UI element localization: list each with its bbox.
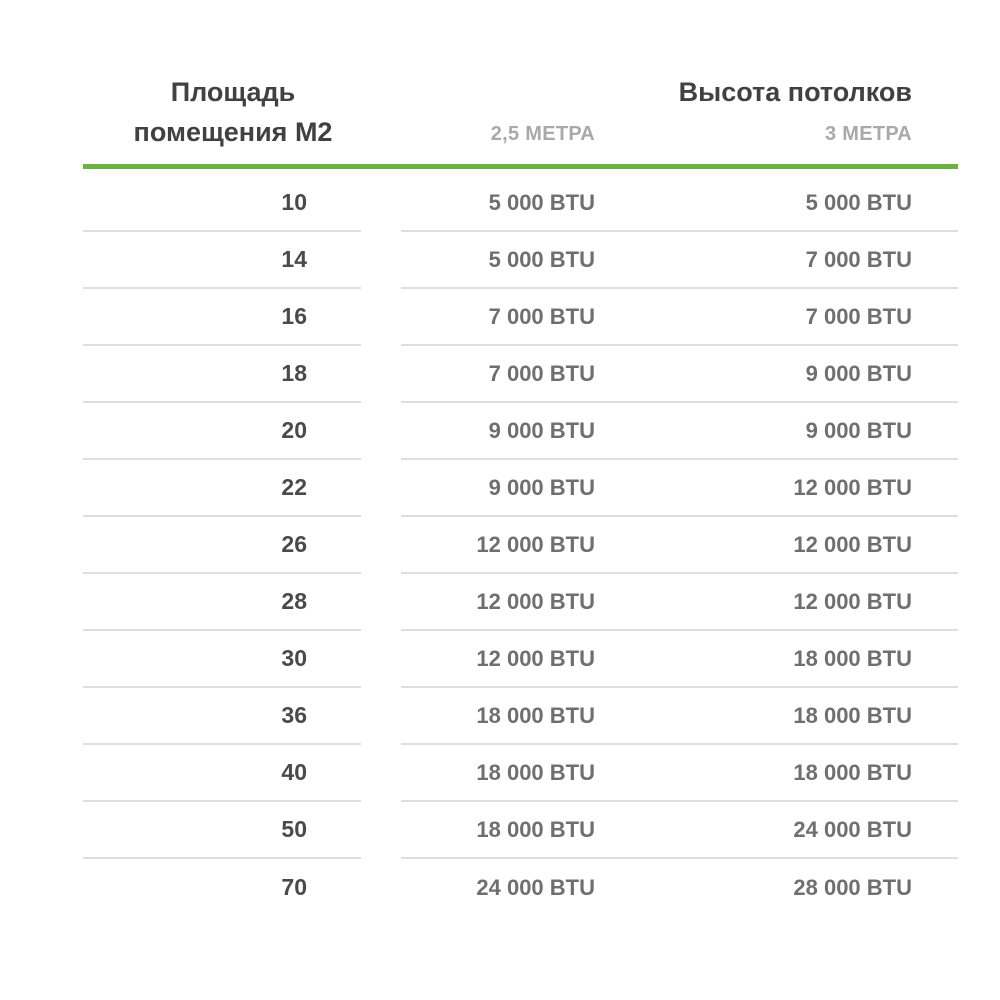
btu-group bbox=[401, 802, 958, 859]
btu-2-5m-cell: 18 000 BTU bbox=[476, 759, 595, 785]
table-row bbox=[83, 859, 958, 916]
table-header bbox=[83, 60, 958, 152]
table-row bbox=[83, 460, 958, 517]
btu-2-5m-cell: 12 000 BTU bbox=[476, 588, 595, 614]
row-column-gap bbox=[361, 574, 401, 631]
table-row bbox=[83, 688, 958, 745]
btu-group bbox=[401, 460, 958, 517]
area-cell: 26 bbox=[83, 517, 361, 574]
btu-3m-cell: 12 000 BTU bbox=[793, 531, 912, 557]
btu-2-5m-cell: 24 000 BTU bbox=[476, 874, 595, 900]
btu-group bbox=[401, 688, 958, 745]
btu-3m-cell: 18 000 BTU bbox=[793, 645, 912, 671]
btu-group bbox=[401, 859, 958, 916]
btu-2-5m-cell: 18 000 BTU bbox=[476, 816, 595, 842]
btu-group bbox=[401, 289, 958, 346]
btu-3m-cell: 9 000 BTU bbox=[805, 360, 912, 386]
table-row bbox=[83, 232, 958, 289]
area-header-line1: Площадь bbox=[170, 77, 296, 107]
btu-2-5m-cell: 9 000 BTU bbox=[488, 417, 595, 443]
row-column-gap bbox=[361, 175, 401, 232]
btu-3m-cell: 7 000 BTU bbox=[805, 246, 912, 272]
btu-3m-cell: 18 000 BTU bbox=[793, 759, 912, 785]
btu-3m-cell: 18 000 BTU bbox=[793, 702, 912, 728]
row-column-gap bbox=[361, 232, 401, 289]
row-column-gap bbox=[361, 403, 401, 460]
btu-2-5m-cell: 5 000 BTU bbox=[488, 189, 595, 215]
green-divider-rule bbox=[83, 164, 958, 169]
row-column-gap bbox=[361, 289, 401, 346]
area-cell: 50 bbox=[83, 802, 361, 859]
btu-2-5m-cell: 7 000 BTU bbox=[488, 360, 595, 386]
area-cell: 20 bbox=[83, 403, 361, 460]
row-column-gap bbox=[361, 460, 401, 517]
btu-3m-cell: 5 000 BTU bbox=[805, 189, 912, 215]
btu-2-5m-cell: 7 000 BTU bbox=[488, 303, 595, 329]
row-column-gap bbox=[361, 859, 401, 916]
btu-2-5m-cell: 12 000 BTU bbox=[476, 531, 595, 557]
table-row bbox=[83, 175, 958, 232]
table-row bbox=[83, 802, 958, 859]
btu-group bbox=[401, 517, 958, 574]
btu-2-5m-cell: 18 000 BTU bbox=[476, 702, 595, 728]
table-body bbox=[83, 175, 958, 916]
row-column-gap bbox=[361, 802, 401, 859]
area-header-line2: помещения М2 bbox=[133, 117, 333, 147]
ceiling-height-group-title: Высота потолков bbox=[678, 77, 912, 107]
btu-conversion-table bbox=[83, 60, 958, 916]
btu-group bbox=[401, 574, 958, 631]
btu-3m-cell: 12 000 BTU bbox=[793, 588, 912, 614]
row-column-gap bbox=[361, 517, 401, 574]
btu-2-5m-cell: 12 000 BTU bbox=[476, 645, 595, 671]
btu-group bbox=[401, 745, 958, 802]
table-row bbox=[83, 517, 958, 574]
area-cell: 36 bbox=[83, 688, 361, 745]
btu-3m-cell: 9 000 BTU bbox=[805, 417, 912, 443]
area-cell: 40 bbox=[83, 745, 361, 802]
btu-2-5m-cell: 5 000 BTU bbox=[488, 246, 595, 272]
ceiling-height-header-group bbox=[401, 60, 958, 146]
btu-group bbox=[401, 631, 958, 688]
btu-3m-cell: 28 000 BTU bbox=[793, 874, 912, 900]
row-column-gap bbox=[361, 631, 401, 688]
area-cell: 18 bbox=[83, 346, 361, 403]
subheader-row bbox=[401, 123, 958, 146]
row-column-gap bbox=[361, 745, 401, 802]
row-column-gap bbox=[361, 688, 401, 745]
area-cell: 70 bbox=[281, 874, 307, 900]
table-row bbox=[83, 631, 958, 688]
btu-3m-cell: 12 000 BTU bbox=[793, 474, 912, 500]
area-cell: 28 bbox=[83, 574, 361, 631]
table-row bbox=[83, 403, 958, 460]
btu-group bbox=[401, 232, 958, 289]
table-row bbox=[83, 574, 958, 631]
area-column-header bbox=[83, 60, 361, 152]
table-row bbox=[83, 346, 958, 403]
area-cell: 22 bbox=[83, 460, 361, 517]
subheader-2-5-meters: 2,5 МЕТРА bbox=[490, 123, 595, 145]
btu-group bbox=[401, 346, 958, 403]
row-column-gap bbox=[361, 346, 401, 403]
subheader-3-meters: 3 МЕТРА bbox=[824, 123, 912, 145]
btu-2-5m-cell: 9 000 BTU bbox=[488, 474, 595, 500]
area-cell: 16 bbox=[83, 289, 361, 346]
btu-3m-cell: 7 000 BTU bbox=[805, 303, 912, 329]
area-cell: 30 bbox=[83, 631, 361, 688]
table-row bbox=[83, 745, 958, 802]
btu-3m-cell: 24 000 BTU bbox=[793, 816, 912, 842]
btu-group bbox=[401, 175, 958, 232]
table-row bbox=[83, 289, 958, 346]
area-cell: 10 bbox=[83, 175, 361, 232]
btu-group bbox=[401, 403, 958, 460]
area-cell: 14 bbox=[83, 232, 361, 289]
